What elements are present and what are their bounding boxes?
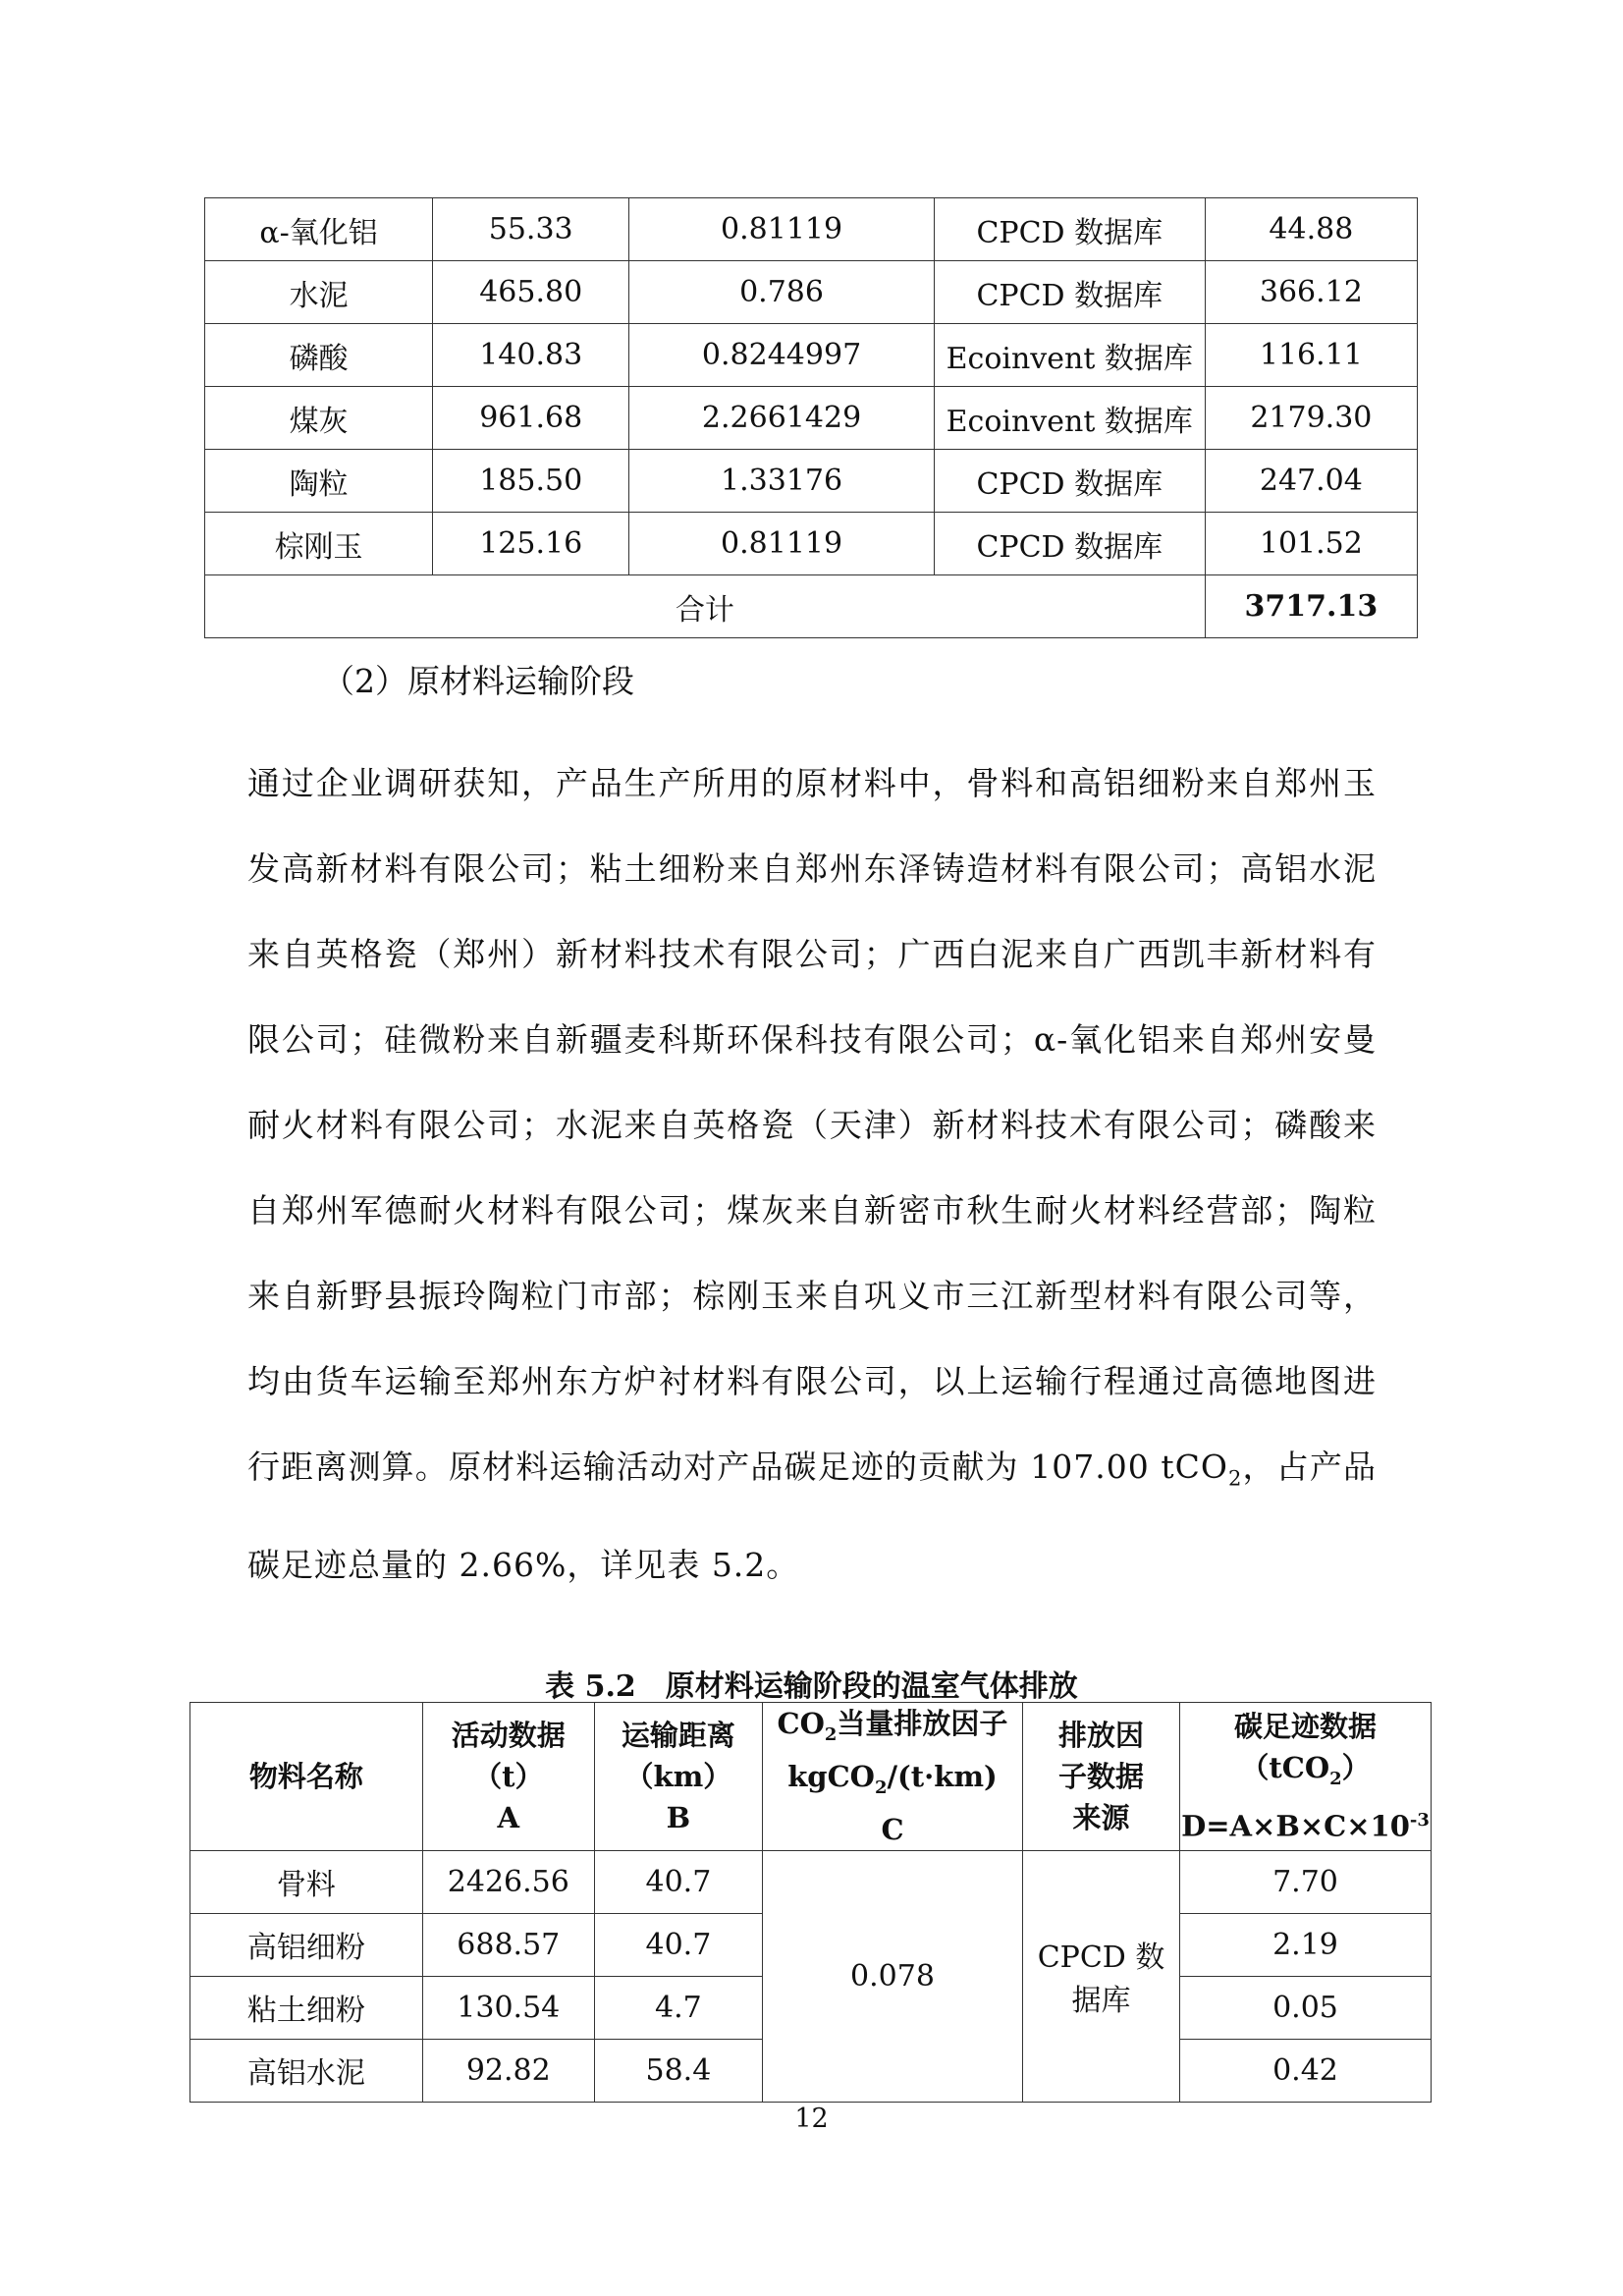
source-value: Ecoinvent 数据库 — [934, 324, 1205, 387]
material-name: 棕刚玉 — [205, 513, 433, 575]
table-row — [205, 324, 1418, 387]
source-line: CPCD 数 — [1037, 1941, 1165, 1976]
paragraph-tail: ，占产品碳足迹总量的 2.66%，详见表 5.2。 — [247, 1448, 1378, 1584]
header-line: 来源 — [1072, 1800, 1130, 1834]
source-value: CPCD 数据库 — [934, 513, 1205, 575]
result-value: 366.12 — [1205, 261, 1417, 324]
source-value: CPCD 数据库 — [934, 261, 1205, 324]
result-value: 2179.30 — [1205, 387, 1417, 450]
table-row — [205, 513, 1418, 575]
result-value: 2.19 — [1179, 1913, 1431, 1976]
header-line: 子数据 — [1058, 1759, 1145, 1793]
text-part: D=A×B×C×10 — [1181, 1809, 1410, 1843]
paragraph-text: 通过企业调研获知，产品生产所用的原材料中，骨料和高铝细粉来自郑州玉发高新材料有限公司；粘土细粉来自郑州东泽铸造材料有限公司；高铝水泥来自英格瓷（郑州）新材料技术有限公司；广西白泥来自广西凯丰新材料有限公司；硅微粉来自新疆麦科斯环保科技有限公司；α-氧化铝来自郑州安曼耐火材料有限公司；水泥来自英格瓷（天津）新材料技术有限公司；磷酸来自郑州军德耐火材料有限公司；煤灰来自新密市秋生耐火材料经营部；陶粒来自新野县振玲陶粒门市部；棕刚玉来自巩义市三江新型材料有限公司等，均由货车运输至郑州东方炉衬材料有限公司，以上运输行程通过高德地图进行距离测算。原材料运输活动对产品碳足迹的贡献为 107.00 tCO — [247, 764, 1377, 1486]
material-name: 水泥 — [205, 261, 433, 324]
text-part: （tCO — [1240, 1751, 1330, 1785]
page-number: 12 — [794, 2104, 829, 2134]
header-source — [1023, 1703, 1180, 1851]
header-line: 排放因 — [1058, 1718, 1145, 1752]
shared-factor: 0.078 — [762, 1850, 1022, 2102]
source-value: Ecoinvent 数据库 — [934, 387, 1205, 450]
header-activity — [422, 1703, 594, 1851]
result-value: 116.11 — [1205, 324, 1417, 387]
table-row — [190, 1850, 1432, 1913]
text-part: CO — [777, 1707, 825, 1740]
factor-value: 0.81119 — [629, 513, 935, 575]
subscript: 2 — [1228, 1466, 1243, 1491]
shared-source — [1023, 1850, 1180, 2102]
activity-value: 185.50 — [433, 450, 629, 513]
superscript: -3 — [1409, 1809, 1430, 1831]
body-paragraph — [247, 740, 1377, 1608]
distance-value: 40.7 — [594, 1913, 762, 1976]
factor-value: 2.2661429 — [629, 387, 935, 450]
header-result — [1179, 1703, 1431, 1851]
material-name: 高铝细粉 — [190, 1913, 423, 1976]
table-row — [205, 198, 1418, 261]
header-line: B — [666, 1800, 691, 1834]
header-factor — [762, 1703, 1022, 1851]
text-part: 当量排放因子 — [837, 1707, 1008, 1740]
activity-value: 92.82 — [422, 2039, 594, 2102]
factor-value: 0.786 — [629, 261, 935, 324]
header-line: A — [497, 1800, 520, 1834]
activity-value: 688.57 — [422, 1913, 594, 1976]
total-label: 合计 — [205, 575, 1206, 638]
material-name: 粘土细粉 — [190, 1976, 423, 2039]
header-line — [1180, 1747, 1431, 1800]
result-value: 44.88 — [1205, 198, 1417, 261]
table-row — [205, 450, 1418, 513]
material-name: 煤灰 — [205, 387, 433, 450]
source-value: CPCD 数据库 — [934, 450, 1205, 513]
total-row — [205, 575, 1418, 638]
result-value: 0.05 — [1179, 1976, 1431, 2039]
emission-table-continued — [204, 197, 1418, 638]
activity-value: 961.68 — [433, 387, 629, 450]
result-value: 247.04 — [1205, 450, 1417, 513]
activity-value: 130.54 — [422, 1976, 594, 2039]
text-part: kgCO — [787, 1759, 875, 1793]
subscript: 2 — [1329, 1768, 1342, 1789]
result-value: 0.42 — [1179, 2039, 1431, 2102]
table-header-row — [190, 1703, 1432, 1851]
text-part: ） — [1341, 1751, 1371, 1785]
header-line: 运输距离 — [621, 1718, 735, 1752]
header-line: 碳足迹数据 — [1233, 1710, 1377, 1744]
distance-value: 58.4 — [594, 2039, 762, 2102]
factor-value: 0.81119 — [629, 198, 935, 261]
result-value: 7.70 — [1179, 1850, 1431, 1913]
distance-value: 4.7 — [594, 1976, 762, 2039]
material-name: 陶粒 — [205, 450, 433, 513]
material-name: 骨料 — [190, 1850, 423, 1913]
source-line: 据库 — [1071, 1984, 1131, 2019]
table-caption: 表 5.2 原材料运输阶段的温室气体排放 — [545, 1669, 1078, 1704]
activity-value: 2426.56 — [422, 1850, 594, 1913]
subscript: 2 — [874, 1777, 888, 1798]
header-line — [763, 1703, 1022, 1756]
header-line: （t） — [473, 1759, 544, 1793]
subscript: 2 — [824, 1723, 838, 1745]
header-line: C — [881, 1812, 904, 1846]
header-line: （km） — [624, 1759, 732, 1793]
header-line — [1180, 1800, 1431, 1847]
header-line — [763, 1756, 1022, 1809]
table-row — [205, 261, 1418, 324]
text-part: /(t·km) — [887, 1759, 998, 1793]
table-row — [205, 387, 1418, 450]
activity-value: 55.33 — [433, 198, 629, 261]
material-name: 磷酸 — [205, 324, 433, 387]
result-value: 101.52 — [1205, 513, 1417, 575]
activity-value: 465.80 — [433, 261, 629, 324]
total-value: 3717.13 — [1205, 575, 1417, 638]
factor-value: 1.33176 — [629, 450, 935, 513]
source-value: CPCD 数据库 — [934, 198, 1205, 261]
activity-value: 140.83 — [433, 324, 629, 387]
material-name: α-氧化铝 — [205, 198, 433, 261]
transport-emission-table — [189, 1702, 1432, 2103]
activity-value: 125.16 — [433, 513, 629, 575]
factor-value: 0.8244997 — [629, 324, 935, 387]
header-material-name: 物料名称 — [190, 1703, 423, 1851]
header-distance — [594, 1703, 762, 1851]
material-name: 高铝水泥 — [190, 2039, 423, 2102]
header-line: 活动数据 — [451, 1718, 566, 1752]
section-heading: （2）原材料运输阶段 — [322, 662, 634, 700]
distance-value: 40.7 — [594, 1850, 762, 1913]
